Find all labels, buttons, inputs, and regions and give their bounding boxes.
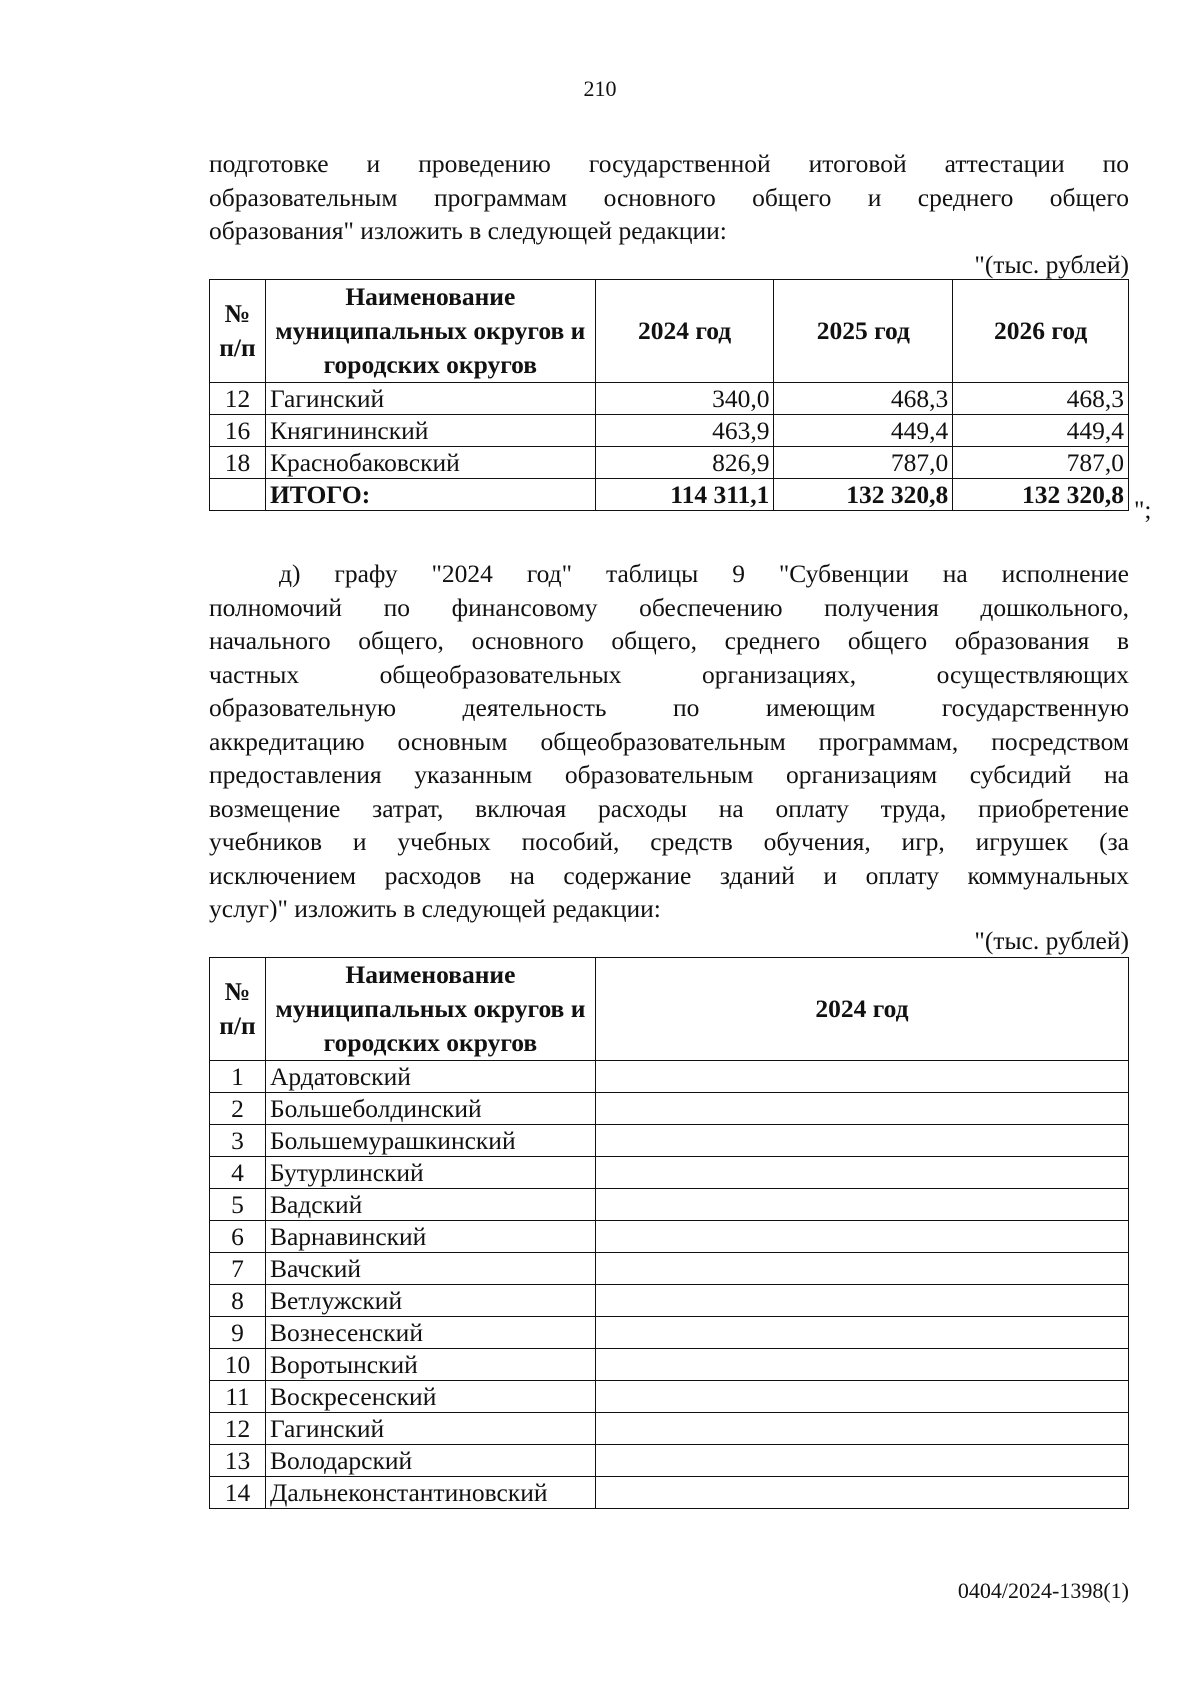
para-d-line: образовательную деятельность по имеющим государственную	[209, 693, 1129, 722]
table-row	[210, 415, 1129, 447]
total-2025: 132 320,8	[774, 479, 953, 511]
total-label: ИТОГО:	[265, 479, 595, 511]
row-2025: 449,4	[774, 415, 953, 447]
row-2026: 468,3	[953, 383, 1129, 415]
header-2026: 2026 год	[953, 280, 1129, 383]
para-d-line: частных общеобразовательных организациях, осуществляющих	[209, 659, 1129, 689]
row-name: Гагинский	[265, 383, 595, 415]
document-code: 0404/2024-1398(1)	[957, 1578, 1129, 1603]
paragraph-d	[209, 557, 1129, 926]
table1	[209, 279, 1129, 511]
row-name: Вачский	[265, 1253, 595, 1285]
table-row	[210, 1413, 1129, 1445]
header-2024: 2024 год	[595, 958, 1128, 1061]
para-d-line: предоставления указанным образовательным организациям субсидий на	[209, 760, 1129, 789]
row-name: Краснобаковский	[265, 447, 595, 479]
intro-line: образования" изложить в следующей редакции:	[209, 216, 727, 245]
page-number: 210	[583, 76, 617, 101]
row-num: 12	[210, 1413, 266, 1445]
table-row	[210, 1125, 1129, 1157]
total-2024: 114 311,1	[595, 479, 774, 511]
row-name: Ардатовский	[265, 1061, 595, 1093]
row-name: Большеболдинский	[265, 1093, 595, 1125]
row-num: 10	[210, 1349, 266, 1381]
row-2024	[595, 1445, 1128, 1477]
row-2024	[595, 1125, 1128, 1157]
row-2024	[595, 1189, 1128, 1221]
row-name: Княгининский	[265, 415, 595, 447]
row-2024	[595, 1253, 1128, 1285]
para-d-line: возмещение затрат, включая расходы на оплату труда, приобретение	[209, 793, 1129, 823]
row-2026: 787,0	[953, 447, 1129, 479]
header-2024: 2024 год	[595, 280, 774, 383]
table2-unit: "(тыс. рублей)	[974, 926, 1129, 955]
row-name: Воскресенский	[265, 1381, 595, 1413]
para-d-line: исключением расходов на содержание зданий и оплату коммунальных	[209, 860, 1129, 890]
para-d-line: учебников и учебных пособий, средств обучения, игр, игрушек (за	[209, 827, 1129, 856]
row-num: 9	[210, 1317, 266, 1349]
row-name: Бутурлинский	[265, 1157, 595, 1189]
table-row	[210, 1221, 1129, 1253]
intro-line: образовательным программам основного общего и среднего общего	[209, 182, 1129, 212]
para-d-line: услуг)" изложить в следующей редакции:	[209, 894, 661, 923]
row-2025: 468,3	[774, 383, 953, 415]
para-d-line: аккредитацию основным общеобразовательным программам, посредством	[209, 726, 1129, 756]
row-num: 14	[210, 1477, 266, 1509]
table1-unit: "(тыс. рублей)	[974, 250, 1129, 279]
table-row	[210, 383, 1129, 415]
row-num: 8	[210, 1285, 266, 1317]
row-2026: 449,4	[953, 415, 1129, 447]
table-row	[210, 1253, 1129, 1285]
row-2024: 340,0	[595, 383, 774, 415]
row-num: 13	[210, 1445, 266, 1477]
row-num: 18	[210, 447, 266, 479]
row-name: Воротынский	[265, 1349, 595, 1381]
para-d-line: начального общего, основного общего, среднего общего образования в	[209, 626, 1129, 655]
row-name: Володарский	[265, 1445, 595, 1477]
header-name: Наименование муниципальных округов и городских округов	[265, 958, 595, 1061]
table-row	[210, 1381, 1129, 1413]
row-2024: 826,9	[595, 447, 774, 479]
header-num: № п/п	[210, 958, 266, 1061]
row-2024	[595, 1093, 1128, 1125]
table-row	[210, 1157, 1129, 1189]
row-name: Большемурашкинский	[265, 1125, 595, 1157]
para-d-line: д) графу "2024 год" таблицы 9 "Субвенции на исполнение	[279, 559, 1129, 588]
table-row	[210, 1477, 1129, 1509]
row-num: 3	[210, 1125, 266, 1157]
intro-paragraph	[209, 147, 1129, 248]
table1-total-row	[210, 479, 1129, 511]
row-num: 1	[210, 1061, 266, 1093]
row-2024	[595, 1349, 1128, 1381]
row-2024	[595, 1221, 1128, 1253]
table-row	[210, 1093, 1129, 1125]
row-num: 11	[210, 1381, 266, 1413]
row-name: Вознесенский	[265, 1317, 595, 1349]
table2-header-row	[210, 958, 1129, 1061]
row-num: 2	[210, 1093, 266, 1125]
intro-line: подготовке и проведению государственной итоговой аттестации по	[209, 149, 1129, 178]
table-row	[210, 1285, 1129, 1317]
para-d-line: полномочий по финансовому обеспечению получения дошкольного,	[209, 592, 1129, 622]
row-2024	[595, 1381, 1128, 1413]
row-name: Ветлужский	[265, 1285, 595, 1317]
row-2024	[595, 1157, 1128, 1189]
table2	[209, 957, 1129, 1509]
row-name: Дальнеконстантиновский	[265, 1477, 595, 1509]
row-num: 6	[210, 1221, 266, 1253]
row-num: 12	[210, 383, 266, 415]
row-2024	[595, 1285, 1128, 1317]
row-2024	[595, 1317, 1128, 1349]
table-row	[210, 1349, 1129, 1381]
total-num-cell	[210, 479, 266, 511]
row-name: Вадский	[265, 1189, 595, 1221]
table-row	[210, 447, 1129, 479]
row-2024	[595, 1477, 1128, 1509]
header-num: № п/п	[210, 280, 266, 383]
row-name: Гагинский	[265, 1413, 595, 1445]
row-num: 4	[210, 1157, 266, 1189]
row-name: Варнавинский	[265, 1221, 595, 1253]
row-num: 7	[210, 1253, 266, 1285]
header-2025: 2025 год	[774, 280, 953, 383]
row-2024	[595, 1061, 1128, 1093]
table-row	[210, 1317, 1129, 1349]
row-2024	[595, 1413, 1128, 1445]
row-2024: 463,9	[595, 415, 774, 447]
table1-closing-quote: ";	[1134, 495, 1152, 524]
header-name: Наименование муниципальных округов и городских округов	[265, 280, 595, 383]
row-2025: 787,0	[774, 447, 953, 479]
table-row	[210, 1189, 1129, 1221]
table-row	[210, 1061, 1129, 1093]
row-num: 16	[210, 415, 266, 447]
total-2026: 132 320,8	[953, 479, 1129, 511]
row-num: 5	[210, 1189, 266, 1221]
table-row	[210, 1445, 1129, 1477]
table1-header-row	[210, 280, 1129, 383]
